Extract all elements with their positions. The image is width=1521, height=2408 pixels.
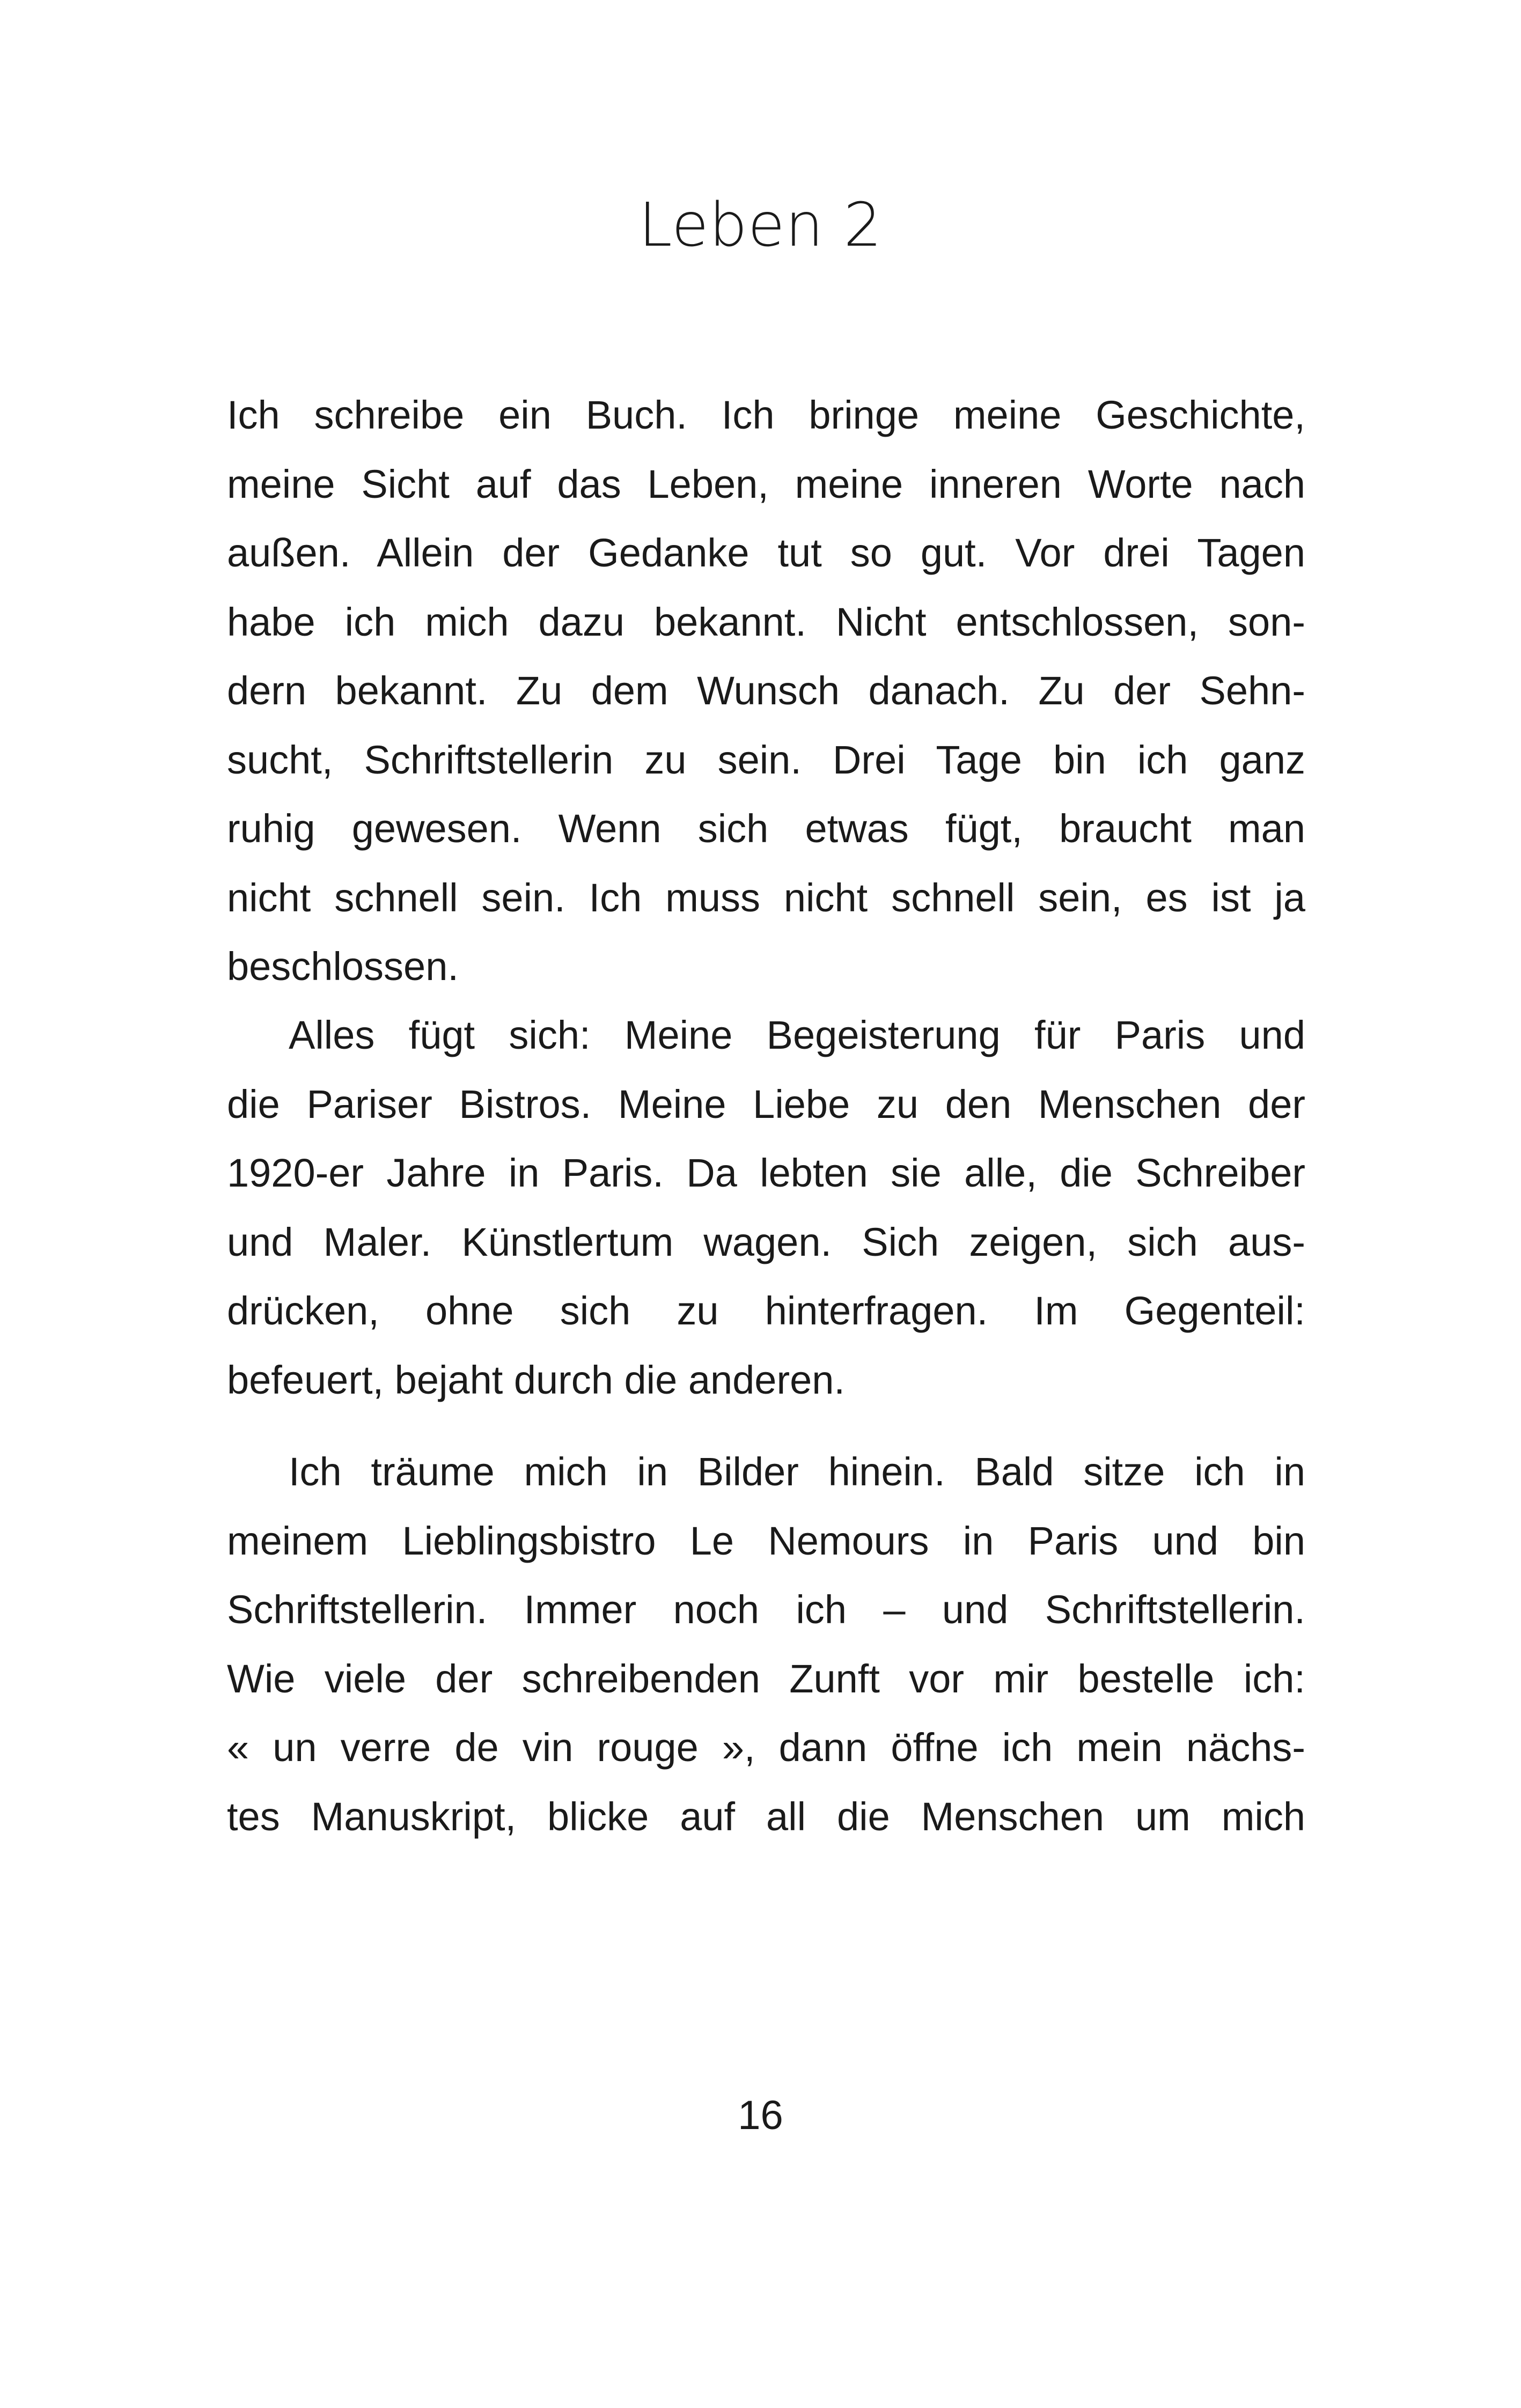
- text-line: außen. Allein der Gedanke tut so gut. Vor drei Tagen: [227, 531, 1305, 575]
- text-line: dern bekannt. Zu dem Wunsch danach. Zu der Sehn-: [227, 668, 1305, 713]
- text-line: « un verre de vin rouge », dann öffne ich mein nächs-: [227, 1725, 1305, 1770]
- page-number: 16: [738, 2093, 783, 2138]
- text-line: drücken, ohne sich zu hinterfragen. Im Gegenteil:: [227, 1288, 1305, 1333]
- text-line: tes Manuskript, blicke auf all die Menschen um mich: [227, 1794, 1305, 1839]
- text-line: die Pariser Bistros. Meine Liebe zu den Menschen der: [227, 1081, 1305, 1126]
- chapter-title: Leben 2: [638, 190, 883, 260]
- text-line: Ich träume mich in Bilder hinein. Bald sitze ich in: [289, 1449, 1305, 1494]
- text-line: ruhig gewesen. Wenn sich etwas fügt, braucht man: [227, 806, 1305, 851]
- text-line: beschlossen.: [227, 944, 459, 989]
- text-line: befeuert, bejaht durch die anderen.: [227, 1357, 845, 1402]
- text-line: Ich schreibe ein Buch. Ich bringe meine Geschichte,: [227, 393, 1305, 437]
- text-line: Wie viele der schreibenden Zunft vor mir bestelle ich:: [227, 1656, 1305, 1701]
- text-line: 1920-er Jahre in Paris. Da lebten sie alle, die Schreiber: [227, 1151, 1305, 1195]
- paragraph-1: [227, 381, 1305, 1002]
- paragraph-3: [227, 1438, 1305, 1851]
- text-line: nicht schnell sein. Ich muss nicht schnell sein, es ist ja: [227, 875, 1305, 920]
- text-line: meinem Lieblingsbistro Le Nemours in Paris und bin: [227, 1518, 1305, 1563]
- paragraph-2: [227, 1001, 1305, 1415]
- text-line: Schriftstellerin. Immer noch ich – und Schriftstellerin.: [227, 1587, 1305, 1632]
- text-line: meine Sicht auf das Leben, meine inneren Worte nach: [227, 461, 1305, 506]
- text-line: Alles fügt sich: Meine Begeisterung für Paris und: [289, 1013, 1305, 1057]
- text-line: sucht, Schriftstellerin zu sein. Drei Tage bin ich ganz: [227, 737, 1305, 782]
- text-line: habe ich mich dazu bekannt. Nicht entschlossen, son-: [227, 599, 1305, 644]
- text-line: und Maler. Künstlertum wagen. Sich zeigen, sich aus-: [227, 1219, 1305, 1264]
